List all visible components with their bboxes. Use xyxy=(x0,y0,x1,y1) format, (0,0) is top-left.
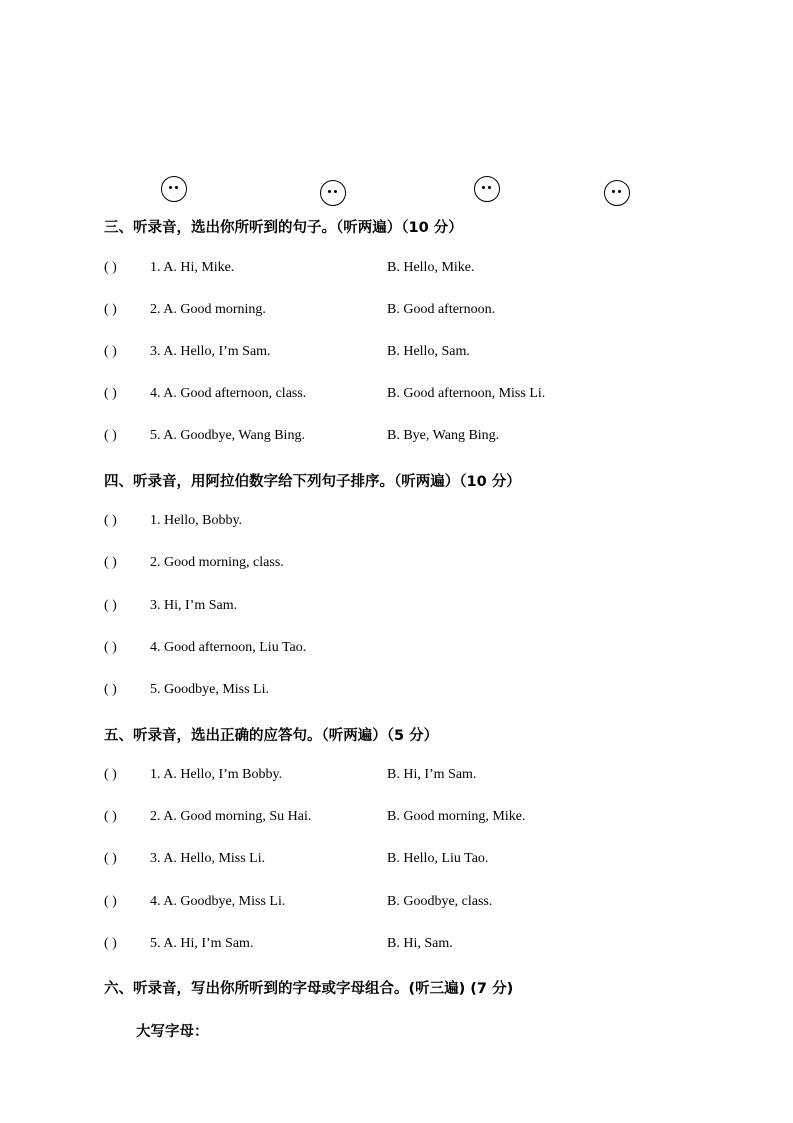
sentence-text: 4. Good afternoon, Liu Tao. xyxy=(150,640,307,655)
answer-blank[interactable]: ( ) xyxy=(104,640,117,655)
option-a: 5. A. Goodbye, Wang Bing. xyxy=(150,428,305,443)
section-4-heading: 四、听录音，用阿拉伯数字给下列句子排序。（听两遍）（10 分） xyxy=(104,474,521,490)
option-b: B. Goodbye, class. xyxy=(387,894,493,909)
answer-blank[interactable]: ( ) xyxy=(104,428,117,443)
section-5-heading: 五、听录音，选出正确的应答句。（听两遍）（5 分） xyxy=(104,728,439,744)
question-row xyxy=(104,302,496,318)
section-6-heading: 六、听录音，写出你所听到的字母或字母组合。(听三遍) (7 分) xyxy=(104,981,514,997)
option-b: B. Hello, Sam. xyxy=(387,344,470,359)
option-a: 2. A. Good morning. xyxy=(150,302,266,317)
sentence-text: 5. Goodbye, Miss Li. xyxy=(150,682,269,697)
sentence-text: 3. Hi, I’m Sam. xyxy=(150,598,238,613)
sentence-text: 2. Good morning, class. xyxy=(150,555,284,570)
question-row xyxy=(104,851,489,867)
option-b: B. Hello, Mike. xyxy=(387,260,475,275)
answer-blank[interactable]: ( ) xyxy=(104,851,117,866)
option-b: B. Hello, Liu Tao. xyxy=(387,851,489,866)
answer-blank[interactable]: ( ) xyxy=(104,894,117,909)
smiley-row xyxy=(0,176,793,210)
answer-blank[interactable]: ( ) xyxy=(104,513,117,528)
question-row xyxy=(104,809,526,825)
sentence-row xyxy=(104,682,269,698)
answer-blank[interactable]: ( ) xyxy=(104,682,117,697)
question-row xyxy=(104,344,470,360)
smiley-face-icon xyxy=(161,176,187,202)
answer-blank[interactable]: ( ) xyxy=(104,767,117,782)
option-a: 3. A. Hello, I’m Sam. xyxy=(150,344,271,359)
question-row xyxy=(104,260,475,276)
sentence-text: 1. Hello, Bobby. xyxy=(150,513,243,528)
option-b: B. Good afternoon. xyxy=(387,302,496,317)
question-row xyxy=(104,894,493,910)
smiley-face-icon xyxy=(320,180,346,206)
answer-blank[interactable]: ( ) xyxy=(104,260,117,275)
answer-blank[interactable]: ( ) xyxy=(104,598,117,613)
sentence-row xyxy=(104,513,243,529)
section-3-heading: 三、听录音，选出你所听到的句子。（听两遍）（10 分） xyxy=(104,220,463,236)
smiley-face-icon xyxy=(604,180,630,206)
option-b: B. Good morning, Mike. xyxy=(387,809,526,824)
uppercase-letters-label: 大写字母： xyxy=(136,1024,209,1040)
sentence-row xyxy=(104,598,238,614)
option-a: 1. A. Hello, I’m Bobby. xyxy=(150,767,283,782)
option-a: 4. A. Good afternoon, class. xyxy=(150,386,307,401)
answer-blank[interactable]: ( ) xyxy=(104,555,117,570)
answer-blank[interactable]: ( ) xyxy=(104,344,117,359)
question-row xyxy=(104,767,477,783)
question-row xyxy=(104,428,500,444)
answer-blank[interactable]: ( ) xyxy=(104,386,117,401)
answer-blank[interactable]: ( ) xyxy=(104,302,117,317)
sentence-row xyxy=(104,555,284,571)
answer-blank[interactable]: ( ) xyxy=(104,809,117,824)
answer-blank[interactable]: ( ) xyxy=(104,936,117,951)
option-a: 1. A. Hi, Mike. xyxy=(150,260,235,275)
sentence-row xyxy=(104,640,307,656)
question-row xyxy=(104,386,546,402)
option-b: B. Hi, I’m Sam. xyxy=(387,767,477,782)
smiley-face-icon xyxy=(474,176,500,202)
option-a: 2. A. Good morning, Su Hai. xyxy=(150,809,312,824)
option-a: 4. A. Goodbye, Miss Li. xyxy=(150,894,286,909)
option-b: B. Good afternoon, Miss Li. xyxy=(387,386,546,401)
option-a: 5. A. Hi, I’m Sam. xyxy=(150,936,254,951)
option-b: B. Bye, Wang Bing. xyxy=(387,428,500,443)
option-a: 3. A. Hello, Miss Li. xyxy=(150,851,266,866)
option-b: B. Hi, Sam. xyxy=(387,936,453,951)
question-row xyxy=(104,936,453,952)
